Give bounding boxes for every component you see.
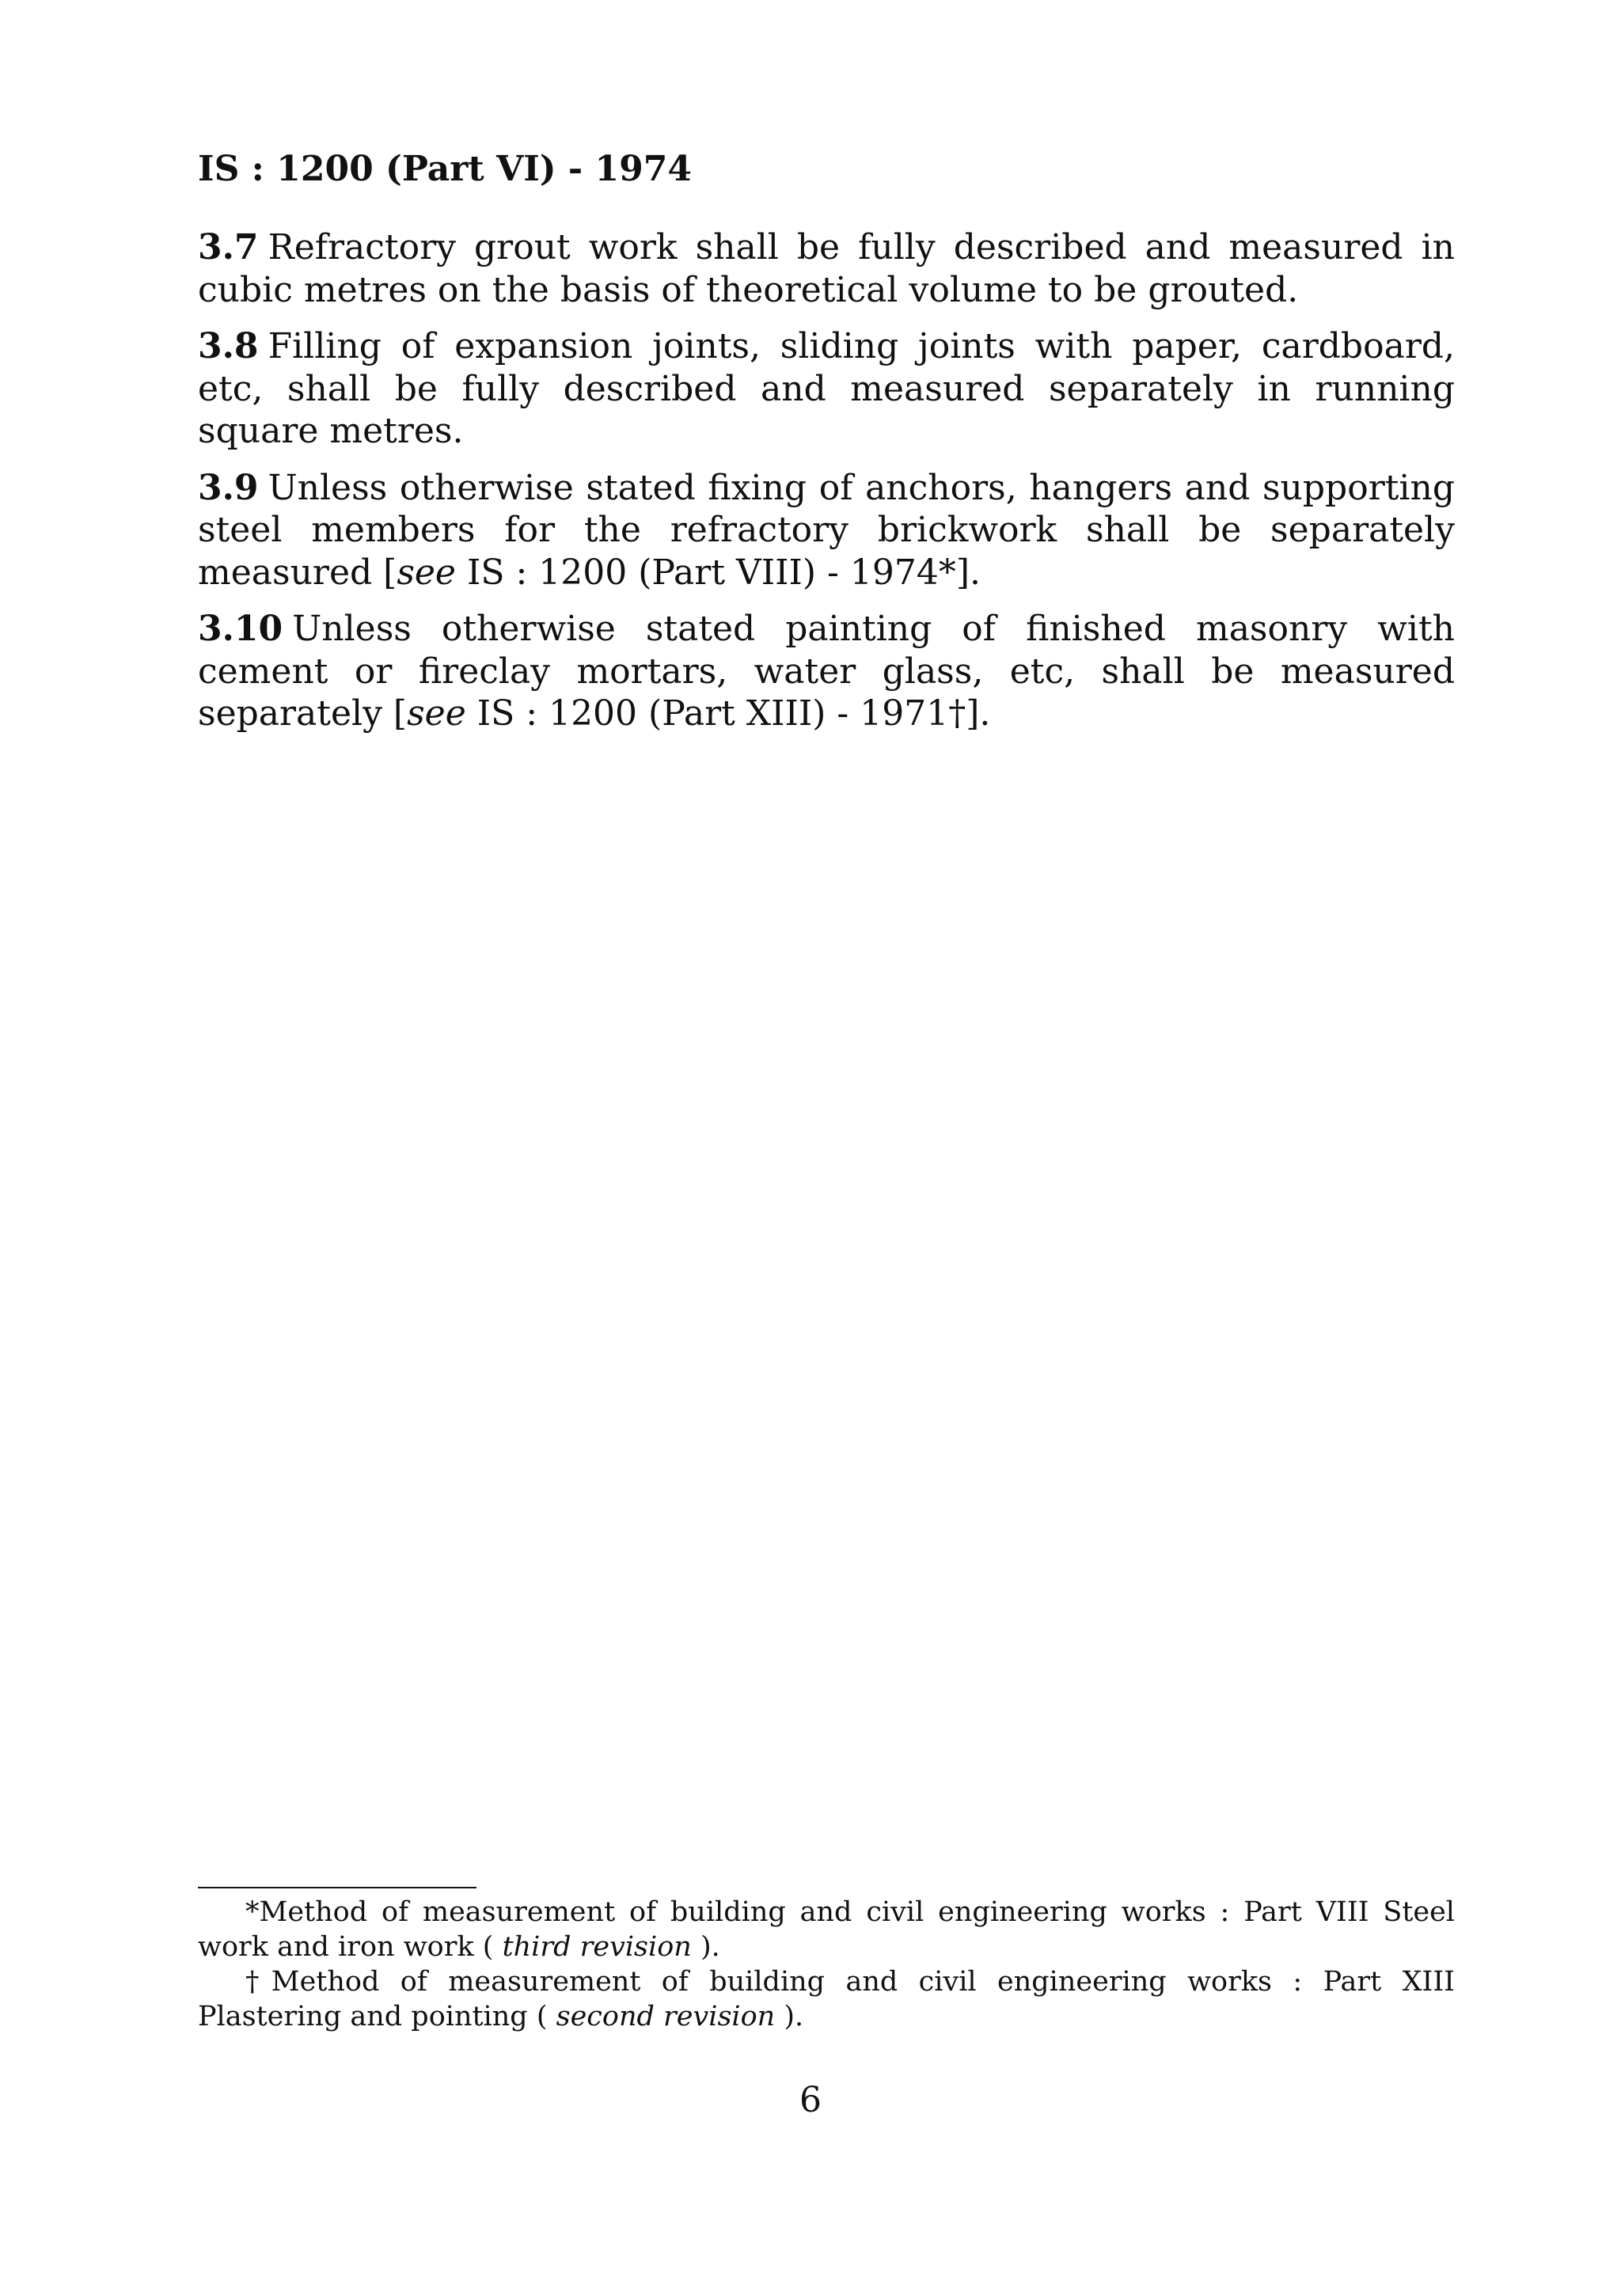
clause-italic-see: see [407,693,466,734]
clause-3-8 [198,325,1455,453]
footnote-revision: second revision [556,2001,776,2032]
footnote-star [198,1895,1455,1964]
clause-text: Refractory grout work shall be fully described and measured in cubic metres on the basis of theoretical volume to be grouted. [198,227,1455,310]
footnote-dagger [198,1964,1455,2034]
footnote-close: ). [775,2001,804,2032]
footnote-text: †Method of measurement of building and civil engineering works : Part XIII Plastering and pointing ( [198,1966,1455,2032]
clause-reference: IS : 1200 (Part XIII) - 1971†]. [465,693,991,734]
clause-number: 3.10 [198,609,283,649]
clause-italic-see: see [397,552,456,593]
footnote-close: ). [691,1931,720,1963]
clause-3-10 [198,608,1455,735]
clause-number: 3.9 [198,467,259,508]
clause-3-9 [198,467,1455,594]
clause-text: Filling of expansion joints, sliding joints with paper, cardboard, etc, shall be fully described and measured separately in running square metres. [198,326,1455,451]
clause-3-7 [198,226,1455,311]
footnote-text: *Method of measurement of building and civil engineering works : Part VIII Steel work and iron work ( [198,1896,1455,1963]
clause-reference: IS : 1200 (Part VIII) - 1974*]. [455,552,981,593]
footnote-revision: third revision [502,1931,692,1963]
clause-list [198,226,1455,750]
standard-reference-header: IS : 1200 (Part VI) - 1974 [198,149,692,189]
clause-number: 3.8 [198,326,259,366]
footnote-list [198,1895,1455,2034]
clause-text: Unless otherwise stated painting of finished masonry with cement or fireclay mortars, water glass, etc, shall be measured separately [ [198,609,1455,734]
page-number: 6 [799,2080,822,2120]
clause-number: 3.7 [198,227,259,268]
clause-text: Unless otherwise stated fixing of anchors, hangers and supporting steel members for the refractory brickwork shall be separately measured [ [198,467,1455,593]
footnote-divider [198,1887,476,1888]
